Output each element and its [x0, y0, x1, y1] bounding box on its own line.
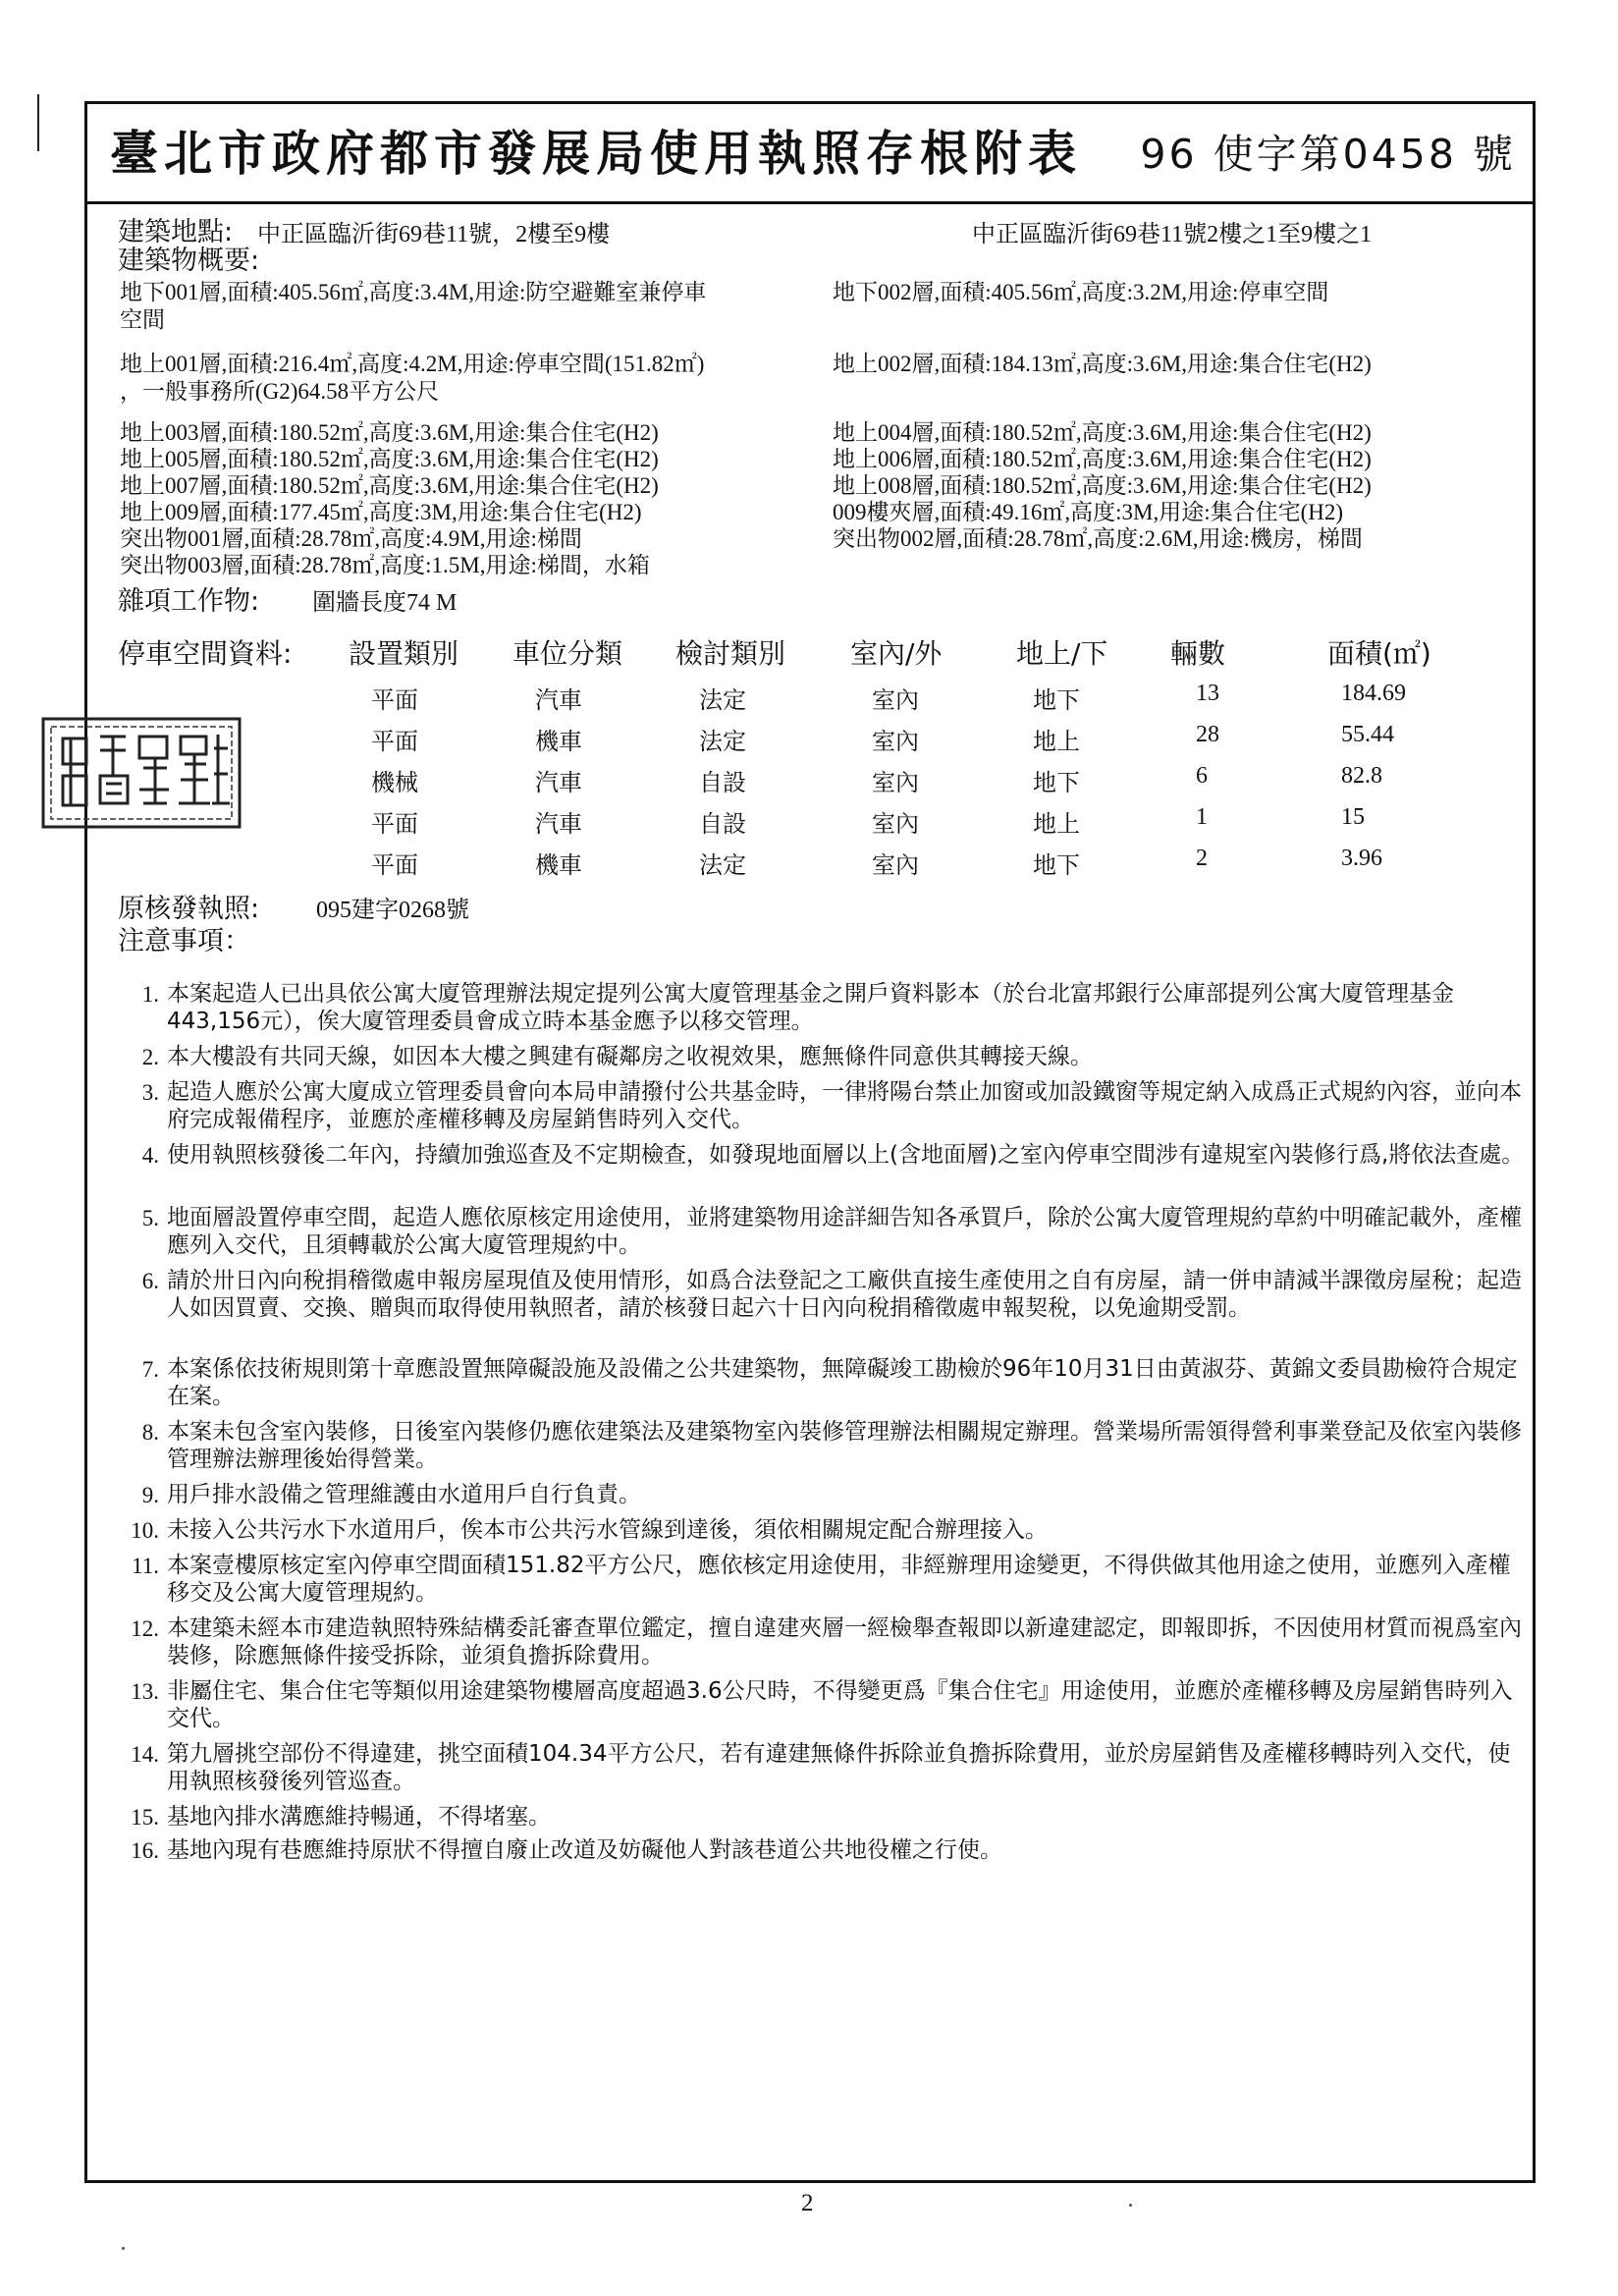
parking-header: 輛數	[1170, 637, 1226, 670]
parking-cell: 法定	[699, 851, 746, 879]
note-text: 未接入公共污水下水道用戶，俟本市公共污水管線到達後，須依相關規定配合辦理接入。	[167, 1517, 1048, 1543]
floor-1f: 地上001層,面積:216.4㎡,高度:4.2M,用途:停車空間(151.82㎡)	[120, 352, 705, 376]
parking-cell: 6	[1196, 763, 1208, 789]
note-number: 11.	[132, 1554, 159, 1578]
parking-cell: 機車	[535, 728, 582, 755]
floor-8f: 地上008層,面積:180.52㎡,高度:3.6M,用途:集合住宅(H2)	[833, 473, 1372, 498]
floor-2f: 地上002層,面積:184.13㎡,高度:3.6M,用途:集合住宅(H2)	[833, 352, 1372, 376]
note-text: 地面層設置停車空間，起造人應依原核定用途使用，並將建築物用途詳細告知各承買戶，除於公寓大廈管理規約草約中明確記載外，產權應列入交代，且須轉載於公寓大廈管理規約中。	[167, 1205, 1522, 1258]
site-address: 中正區臨沂街69巷11號，2樓至9樓	[257, 222, 611, 247]
parking-cell: 機械	[371, 769, 418, 796]
floor-9f: 地上009層,面積:177.45㎡,高度:3M,用途:集合住宅(H2)	[120, 500, 642, 524]
parking-cell: 機車	[535, 851, 582, 879]
parking-cell: 地下	[1033, 769, 1080, 796]
floor-b1-cont: 空間	[120, 307, 165, 332]
parking-cell: 汽車	[535, 810, 582, 838]
note-text: 本案係依技術規則第十章應設置無障礙設施及設備之公共建築物，無障礙竣工勘檢於96年10月31日由黃淑芬、黃錦文委員勘檢符合規定在案。	[167, 1356, 1518, 1409]
parking-cell: 室內	[872, 728, 919, 755]
scan-speck	[122, 2247, 125, 2250]
site-address-alt: 中正區臨沂街69巷11號2樓之1至9樓之1	[972, 222, 1373, 247]
note-text: 起造人應於公寓大廈成立管理委員會向本局申請撥付公共基金時，一律將陽台禁止加窗或加設鐵窗等規定納入成爲正式規約內容，並向本府完成報備程序，並應於產權移轉及房屋銷售時列入交代。	[167, 1079, 1522, 1132]
note-number: 1.	[141, 982, 159, 1007]
original-permit-value: 095建字0268號	[316, 898, 469, 923]
scan-speck	[1129, 2204, 1132, 2207]
overview-label: 建築物概要:	[118, 246, 260, 276]
site-label: 建築地點:	[118, 217, 234, 247]
note-text: 本案壹樓原核定室內停車空間面積151.82平方公尺，應依核定用途使用，非經辦理用途變更，不得供做其他用途之使用，並應列入產權移交及公寓大廈管理規約。	[167, 1553, 1511, 1606]
floor-5f: 地上005層,面積:180.52㎡,高度:3.6M,用途:集合住宅(H2)	[120, 447, 659, 471]
note-number: 5.	[141, 1206, 159, 1230]
parking-label: 停車空間資料:	[118, 637, 293, 670]
note-number: 2.	[141, 1045, 159, 1069]
note-text: 使用執照核發後二年內，持續加強巡查及不定期檢查，如發現地面層以上(含地面層)之室內停車空間涉有違規室內裝修行爲,將依法查處。	[167, 1142, 1525, 1168]
note-number: 7.	[141, 1357, 159, 1382]
parking-cell: 1	[1196, 804, 1208, 830]
note-number: 8.	[141, 1420, 159, 1445]
parking-cell: 法定	[699, 686, 746, 714]
parking-cell: 室內	[872, 769, 919, 796]
parking-cell: 汽車	[535, 686, 582, 714]
parking-cell: 地上	[1033, 810, 1080, 838]
note-text: 基地內現有巷應維持原狀不得擅自廢止改道及妨礙他人對該巷道公共地役權之行使。	[167, 1837, 1002, 1863]
parking-header: 車位分類	[512, 637, 623, 670]
parking-cell: 15	[1341, 804, 1365, 830]
floor-7f: 地上007層,面積:180.52㎡,高度:3.6M,用途:集合住宅(H2)	[120, 473, 659, 498]
parking-cell: 13	[1196, 681, 1219, 706]
note-number: 6.	[141, 1269, 159, 1293]
permit-number: 96 使字第0458 號	[1140, 131, 1516, 178]
note-number: 13.	[131, 1679, 159, 1704]
floor-b2: 地下002層,面積:405.56㎡,高度:3.2M,用途:停車空間	[833, 280, 1329, 304]
floor-r1: 突出物001層,面積:28.78㎡,高度:4.9M,用途:梯間	[120, 526, 582, 551]
parking-cell: 室內	[872, 810, 919, 838]
note-number: 9.	[141, 1483, 159, 1507]
note-number: 12.	[131, 1616, 159, 1641]
notes-label: 注意事項：	[118, 926, 250, 957]
parking-cell: 地下	[1033, 686, 1080, 714]
floor-r2: 突出物002層,面積:28.78㎡,高度:2.6M,用途:機房，梯間	[833, 526, 1363, 551]
parking-cell: 平面	[371, 810, 418, 838]
parking-cell: 3.96	[1341, 846, 1382, 871]
note-text: 本案起造人已出具依公寓大廈管理辦法規定提列公寓大廈管理基金之開戶資料影本（於台北富邦銀行公庫部提列公寓大廈管理基金443,156元），俟大廈管理委員會成立時本基金應予以移交管理。	[167, 981, 1454, 1034]
parking-header: 設置類別	[349, 637, 459, 670]
parking-cell: 平面	[371, 851, 418, 879]
parking-cell: 82.8	[1341, 763, 1382, 789]
note-number: 3.	[141, 1080, 159, 1105]
parking-cell: 自設	[699, 810, 746, 838]
parking-cell: 2	[1196, 846, 1208, 871]
note-text: 用戶排水設備之管理維護由水道用戶自行負責。	[167, 1482, 641, 1507]
official-seal-stamp	[41, 715, 243, 831]
parking-cell: 室內	[872, 686, 919, 714]
original-permit-label: 原核發執照:	[118, 894, 260, 924]
note-text: 第九層挑空部份不得違建，挑空面積104.34平方公尺，若有違建無條件拆除並負擔拆除費用，並於房屋銷售及產權移轉時列入交代，使用執照核發後列管巡查。	[167, 1741, 1511, 1794]
parking-header: 地上/下	[1016, 637, 1108, 670]
misc-label: 雜項工作物:	[118, 586, 260, 617]
note-text: 本案未包含室內裝修，日後室內裝修仍應依建築法及建築物室內裝修管理辦法相關規定辦理。營業場所需領得營利事業登記及依室內裝修管理辦法辦理後始得營業。	[167, 1419, 1522, 1472]
parking-cell: 184.69	[1341, 681, 1406, 706]
parking-cell: 28	[1196, 722, 1219, 747]
parking-cell: 汽車	[535, 769, 582, 796]
parking-cell: 地上	[1033, 728, 1080, 755]
floor-9f-mezz: 009樓夾層,面積:49.16㎡,高度:3M,用途:集合住宅(H2)	[833, 500, 1344, 524]
note-text: 本大樓設有共同天線，如因本大樓之興建有礙鄰房之收視效果，應無條件同意供其轉接天線。	[167, 1044, 1093, 1069]
header-rule	[84, 201, 1536, 204]
floor-1f-cont: ，一般事務所(G2)64.58平方公尺	[120, 379, 440, 404]
parking-header: 室內/外	[850, 637, 943, 670]
parking-cell: 地下	[1033, 851, 1080, 879]
parking-cell: 法定	[699, 728, 746, 755]
floor-r3: 突出物003層,面積:28.78㎡,高度:1.5M,用途:梯間，水箱	[120, 553, 650, 577]
scan-edge-mark	[37, 94, 39, 151]
note-number: 15.	[131, 1805, 159, 1830]
parking-cell: 平面	[371, 686, 418, 714]
parking-cell: 55.44	[1341, 722, 1394, 747]
note-text: 非屬住宅、集合住宅等類似用途建築物樓層高度超過3.6公尺時，不得變更爲『集合住宅』用途使用，並應於產權移轉及房屋銷售時列入交代。	[167, 1678, 1513, 1731]
note-text: 請於卅日內向稅捐稽徵處申報房屋現值及使用情形，如爲合法登記之工廠供直接生產使用之自有房屋，請一併申請減半課徵房屋稅；起造人如因買賣、交換、贈與而取得使用執照者，請於核發日起六十日內向稅捐稽徵處申報契稅，以免逾期受罰。	[167, 1268, 1522, 1321]
parking-cell: 平面	[371, 728, 418, 755]
note-number: 10.	[131, 1518, 159, 1543]
parking-header: 檢討類別	[675, 637, 786, 670]
note-text: 基地內排水溝應維持暢通，不得堵塞。	[167, 1804, 551, 1830]
note-number: 14.	[131, 1742, 159, 1767]
parking-cell: 室內	[872, 851, 919, 879]
document-title: 臺北市政府都市發展局使用執照存根附表	[110, 126, 1083, 182]
floor-4f: 地上004層,面積:180.52㎡,高度:3.6M,用途:集合住宅(H2)	[833, 420, 1372, 445]
floor-6f: 地上006層,面積:180.52㎡,高度:3.6M,用途:集合住宅(H2)	[833, 447, 1372, 471]
note-number: 4.	[141, 1143, 159, 1168]
note-number: 16.	[131, 1838, 159, 1863]
parking-cell: 自設	[699, 769, 746, 796]
note-text: 本建築未經本市建造執照特殊結構委託審查單位鑑定，擅自違建夾層一經檢舉查報即以新違建認定，即報即拆，不因使用材質而視爲室內裝修，除應無條件接受拆除，並須負擔拆除費用。	[167, 1615, 1522, 1668]
parking-header: 面積(㎡)	[1327, 637, 1431, 670]
misc-value: 圍牆長度74 M	[312, 590, 458, 616]
floor-3f: 地上003層,面積:180.52㎡,高度:3.6M,用途:集合住宅(H2)	[120, 420, 659, 445]
floor-b1: 地下001層,面積:405.56㎡,高度:3.4M,用途:防空避難室兼停車	[120, 280, 707, 304]
page-number: 2	[801, 2190, 814, 2216]
